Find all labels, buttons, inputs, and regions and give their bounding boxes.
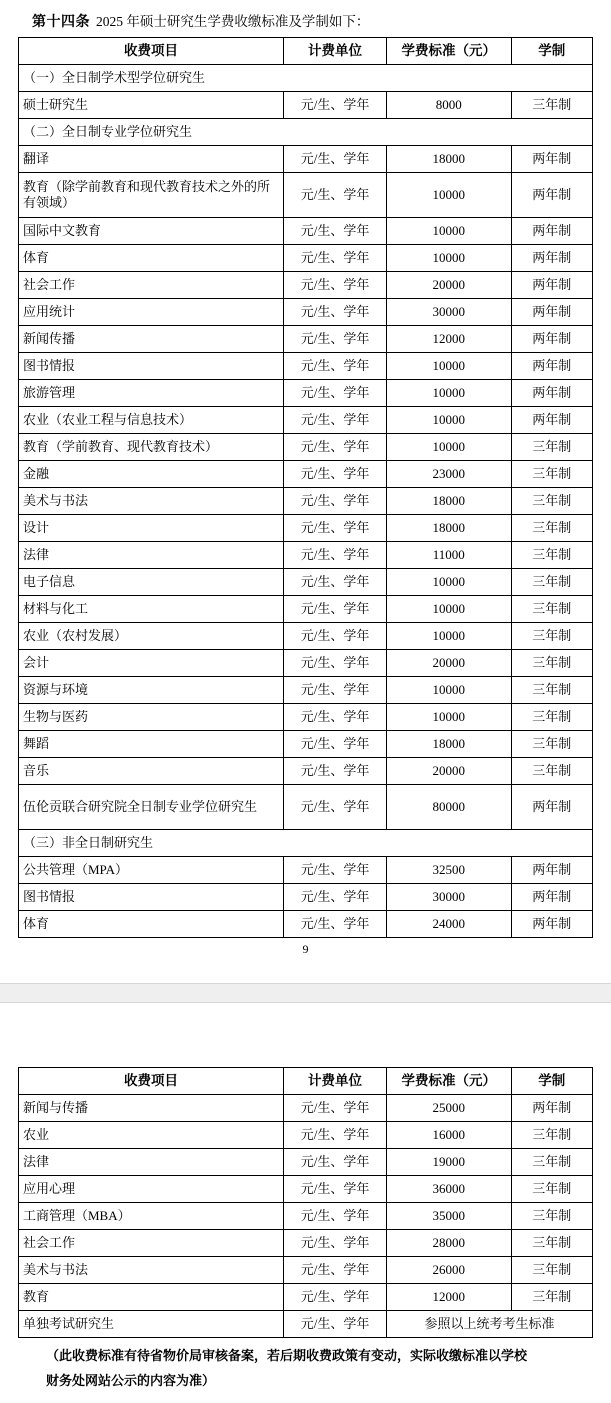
table-row <box>19 569 593 596</box>
cell-unit: 元/生、学年 <box>284 380 387 407</box>
table-row <box>19 542 593 569</box>
cell-unit: 元/生、学年 <box>284 884 387 911</box>
cell-fee: 30000 <box>387 884 512 911</box>
cell-system: 两年制 <box>511 272 592 299</box>
cell-unit: 元/生、学年 <box>284 1311 387 1338</box>
cell-item: 工商管理（MBA） <box>19 1203 284 1230</box>
cell-unit: 元/生、学年 <box>284 911 387 938</box>
table-row <box>19 353 593 380</box>
cell-fee: 10000 <box>387 407 512 434</box>
cell-fee: 10000 <box>387 353 512 380</box>
cell-system: 三年制 <box>511 92 592 119</box>
cell-system: 两年制 <box>511 857 592 884</box>
cell-item: 硕士研究生 <box>19 92 284 119</box>
cell-system: 三年制 <box>511 1203 592 1230</box>
cell-fee: 26000 <box>387 1257 512 1284</box>
cell-unit: 元/生、学年 <box>284 704 387 731</box>
cell-item: 翻译 <box>19 146 284 173</box>
cell-fee: 12000 <box>387 326 512 353</box>
cell-unit: 元/生、学年 <box>284 1122 387 1149</box>
table-row <box>19 173 593 218</box>
table-row <box>19 119 593 146</box>
cell-unit: 元/生、学年 <box>284 488 387 515</box>
cell-unit: 元/生、学年 <box>284 218 387 245</box>
cell-item: 新闻与传播 <box>19 1095 284 1122</box>
table-row <box>19 65 593 92</box>
table-row <box>19 434 593 461</box>
cell-unit: 元/生、学年 <box>284 92 387 119</box>
cell-item: 公共管理（MPA） <box>19 857 284 884</box>
cell-fee: 80000 <box>387 785 512 830</box>
cell-unit: 元/生、学年 <box>284 326 387 353</box>
cell-item: 社会工作 <box>19 1230 284 1257</box>
table-row <box>19 596 593 623</box>
table-row <box>19 1284 593 1311</box>
section-fees-part2 <box>0 1067 611 1338</box>
cell-item: 应用心理 <box>19 1176 284 1203</box>
cell-fee: 10000 <box>387 623 512 650</box>
cell-item: 教育（除学前教育和现代教育技术之外的所有领域） <box>19 173 284 218</box>
cell-system: 两年制 <box>511 911 592 938</box>
cell-fee: 32500 <box>387 857 512 884</box>
cell-fee: 10000 <box>387 596 512 623</box>
cell-system: 两年制 <box>511 299 592 326</box>
column-header-fee: 学费标准（元） <box>387 38 512 65</box>
cell-unit: 元/生、学年 <box>284 857 387 884</box>
cell-item: 电子信息 <box>19 569 284 596</box>
cell-unit: 元/生、学年 <box>284 1203 387 1230</box>
table-row <box>19 857 593 884</box>
cell-item: 农业（农业工程与信息技术） <box>19 407 284 434</box>
cell-unit: 元/生、学年 <box>284 407 387 434</box>
cell-unit: 元/生、学年 <box>284 542 387 569</box>
page-divider-band <box>0 983 611 1003</box>
table-row <box>19 461 593 488</box>
page-top-margin <box>0 1003 611 1067</box>
cell-item: 体育 <box>19 911 284 938</box>
cell-system: 两年制 <box>511 173 592 218</box>
cell-item: 体育 <box>19 245 284 272</box>
cell-unit: 元/生、学年 <box>284 173 387 218</box>
cell-fee: 12000 <box>387 1284 512 1311</box>
cell-fee: 18000 <box>387 731 512 758</box>
table-row <box>19 650 593 677</box>
column-header-fee: 学费标准（元） <box>387 1068 512 1095</box>
table-row <box>19 1095 593 1122</box>
table-row <box>19 623 593 650</box>
cell-fee: 20000 <box>387 650 512 677</box>
cell-unit: 元/生、学年 <box>284 1095 387 1122</box>
cell-system: 两年制 <box>511 353 592 380</box>
cell-unit: 元/生、学年 <box>284 434 387 461</box>
cell-system: 三年制 <box>511 596 592 623</box>
cell-system: 三年制 <box>511 1122 592 1149</box>
cell-item: 资源与环境 <box>19 677 284 704</box>
table-row <box>19 1257 593 1284</box>
cell-fee: 10000 <box>387 434 512 461</box>
cell-unit: 元/生、学年 <box>284 569 387 596</box>
cell-item: 图书情报 <box>19 353 284 380</box>
cell-system: 三年制 <box>511 434 592 461</box>
footnote <box>0 1338 611 1403</box>
cell-item: 社会工作 <box>19 272 284 299</box>
cell-fee: 11000 <box>387 542 512 569</box>
table-row <box>19 731 593 758</box>
cell-system: 两年制 <box>511 1095 592 1122</box>
cell-item: 教育（学前教育、现代教育技术） <box>19 434 284 461</box>
cell-system: 三年制 <box>511 569 592 596</box>
article-heading <box>18 8 593 37</box>
page-number: 9 <box>302 942 309 956</box>
cell-system: 两年制 <box>511 245 592 272</box>
cell-fee: 10000 <box>387 173 512 218</box>
cell-unit: 元/生、学年 <box>284 146 387 173</box>
cell-system: 三年制 <box>511 488 592 515</box>
footnote-line-1: （此收费标准有待省物价局审核备案，若后期收费政策有变动，实际收缴标准以学校 <box>46 1348 528 1363</box>
cell-fee: 18000 <box>387 488 512 515</box>
table-row <box>19 1203 593 1230</box>
cell-item: 旅游管理 <box>19 380 284 407</box>
cell-unit: 元/生、学年 <box>284 731 387 758</box>
cell-unit: 元/生、学年 <box>284 1257 387 1284</box>
cell-unit: 元/生、学年 <box>284 272 387 299</box>
table-row <box>19 704 593 731</box>
cell-unit: 元/生、学年 <box>284 353 387 380</box>
cell-item: 美术与书法 <box>19 1257 284 1284</box>
cell-system: 两年制 <box>511 326 592 353</box>
cell-unit: 元/生、学年 <box>284 785 387 830</box>
cell-unit: 元/生、学年 <box>284 1176 387 1203</box>
cell-fee: 19000 <box>387 1149 512 1176</box>
cell-fee: 8000 <box>387 92 512 119</box>
cell-item: 生物与医药 <box>19 704 284 731</box>
cell-fee: 10000 <box>387 677 512 704</box>
cell-fee: 20000 <box>387 758 512 785</box>
column-header-item: 收费项目 <box>19 1068 284 1095</box>
cell-item: 单独考试研究生 <box>19 1311 284 1338</box>
column-header-system: 学制 <box>511 38 592 65</box>
table-row <box>19 1230 593 1257</box>
cell-unit: 元/生、学年 <box>284 1230 387 1257</box>
cell-fee: 16000 <box>387 1122 512 1149</box>
cell-system: 三年制 <box>511 1230 592 1257</box>
table-row <box>19 515 593 542</box>
cell-item: 农业（农村发展） <box>19 623 284 650</box>
column-header-item: 收费项目 <box>19 38 284 65</box>
table-group-label: （一）全日制学术型学位研究生 <box>19 65 593 92</box>
cell-system: 三年制 <box>511 677 592 704</box>
cell-unit: 元/生、学年 <box>284 650 387 677</box>
fee-table-part2-head <box>19 1068 593 1095</box>
cell-fee: 10000 <box>387 218 512 245</box>
cell-system: 三年制 <box>511 704 592 731</box>
table-row <box>19 884 593 911</box>
cell-item: 舞蹈 <box>19 731 284 758</box>
cell-unit: 元/生、学年 <box>284 299 387 326</box>
table-group-label: （二）全日制专业学位研究生 <box>19 119 593 146</box>
cell-fee: 10000 <box>387 380 512 407</box>
cell-item: 新闻传播 <box>19 326 284 353</box>
cell-fee: 30000 <box>387 299 512 326</box>
fee-table-part2 <box>18 1067 593 1338</box>
table-row <box>19 326 593 353</box>
table-row <box>19 407 593 434</box>
cell-system: 两年制 <box>511 785 592 830</box>
cell-unit: 元/生、学年 <box>284 596 387 623</box>
table-row <box>19 245 593 272</box>
cell-item: 会计 <box>19 650 284 677</box>
cell-fee: 24000 <box>387 911 512 938</box>
cell-item: 设计 <box>19 515 284 542</box>
cell-fee: 10000 <box>387 704 512 731</box>
cell-unit: 元/生、学年 <box>284 758 387 785</box>
article-number: 第十四条 <box>32 15 90 30</box>
column-header-unit: 计费单位 <box>284 38 387 65</box>
table-row <box>19 146 593 173</box>
cell-system: 两年制 <box>511 380 592 407</box>
cell-unit: 元/生、学年 <box>284 1149 387 1176</box>
cell-system: 三年制 <box>511 515 592 542</box>
cell-system: 两年制 <box>511 407 592 434</box>
table-row <box>19 758 593 785</box>
cell-unit: 元/生、学年 <box>284 461 387 488</box>
cell-item: 教育 <box>19 1284 284 1311</box>
table-row <box>19 911 593 938</box>
table-row <box>19 272 593 299</box>
cell-system: 两年制 <box>511 146 592 173</box>
table-row <box>19 92 593 119</box>
page-gap <box>0 957 611 983</box>
cell-unit: 元/生、学年 <box>284 245 387 272</box>
cell-item: 材料与化工 <box>19 596 284 623</box>
fee-table-part2-body <box>19 1095 593 1338</box>
cell-unit: 元/生、学年 <box>284 623 387 650</box>
table-row <box>19 299 593 326</box>
table-row <box>19 1311 593 1338</box>
cell-item: 伍伦贡联合研究院全日制专业学位研究生 <box>19 785 284 830</box>
cell-system: 三年制 <box>511 623 592 650</box>
cell-system: 三年制 <box>511 758 592 785</box>
cell-system: 三年制 <box>511 650 592 677</box>
cell-item: 美术与书法 <box>19 488 284 515</box>
table-row <box>19 1149 593 1176</box>
cell-fee: 10000 <box>387 245 512 272</box>
cell-fee: 25000 <box>387 1095 512 1122</box>
cell-fee-note: 参照以上统考考生标准 <box>387 1311 593 1338</box>
table-row <box>19 380 593 407</box>
column-header-system: 学制 <box>511 1068 592 1095</box>
cell-fee: 20000 <box>387 272 512 299</box>
cell-unit: 元/生、学年 <box>284 1284 387 1311</box>
table-row <box>19 830 593 857</box>
cell-system: 三年制 <box>511 1257 592 1284</box>
fee-table-part1-head <box>19 38 593 65</box>
cell-fee: 28000 <box>387 1230 512 1257</box>
cell-fee: 18000 <box>387 146 512 173</box>
cell-item: 音乐 <box>19 758 284 785</box>
cell-system: 三年制 <box>511 542 592 569</box>
table-group-label: （三）非全日制研究生 <box>19 830 593 857</box>
cell-system: 三年制 <box>511 731 592 758</box>
table-row <box>19 1176 593 1203</box>
table-header-row <box>19 38 593 65</box>
cell-fee: 18000 <box>387 515 512 542</box>
table-row <box>19 488 593 515</box>
cell-fee: 10000 <box>387 569 512 596</box>
fee-table-part1 <box>18 37 593 938</box>
cell-item: 应用统计 <box>19 299 284 326</box>
cell-unit: 元/生、学年 <box>284 677 387 704</box>
cell-fee: 36000 <box>387 1176 512 1203</box>
table-header-row <box>19 1068 593 1095</box>
column-header-unit: 计费单位 <box>284 1068 387 1095</box>
cell-fee: 35000 <box>387 1203 512 1230</box>
cell-item: 法律 <box>19 1149 284 1176</box>
table-row <box>19 1122 593 1149</box>
footnote-line-2: 财务处网站公示的内容为准） <box>46 1372 216 1388</box>
table-row <box>19 785 593 830</box>
cell-item: 法律 <box>19 542 284 569</box>
cell-unit: 元/生、学年 <box>284 515 387 542</box>
cell-system: 三年制 <box>511 1176 592 1203</box>
cell-system: 两年制 <box>511 884 592 911</box>
cell-system: 三年制 <box>511 1284 592 1311</box>
cell-item: 金融 <box>19 461 284 488</box>
table-row <box>19 218 593 245</box>
cell-system: 两年制 <box>511 218 592 245</box>
cell-system: 三年制 <box>511 1149 592 1176</box>
article-text: 2025 年硕士研究生学费收缴标准及学制如下： <box>96 14 370 29</box>
cell-system: 三年制 <box>511 461 592 488</box>
fee-table-part1-body <box>19 65 593 938</box>
cell-item: 图书情报 <box>19 884 284 911</box>
cell-item: 国际中文教育 <box>19 218 284 245</box>
cell-fee: 23000 <box>387 461 512 488</box>
cell-item: 农业 <box>19 1122 284 1149</box>
table-row <box>19 677 593 704</box>
